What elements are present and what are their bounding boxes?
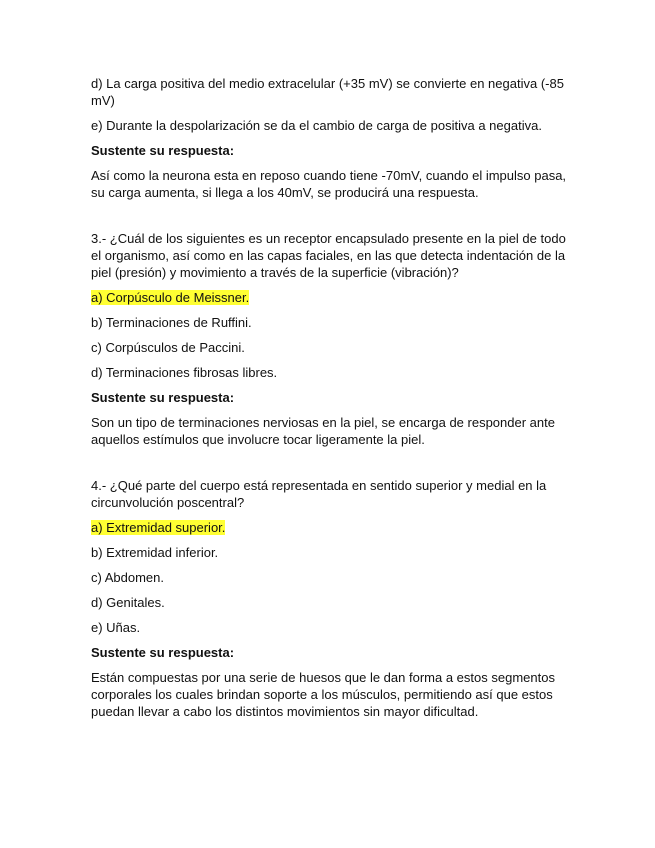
section-gap xyxy=(91,209,569,230)
q3-support-heading: Sustente su respuesta: xyxy=(91,390,235,405)
q2-support-text: Así como la neurona esta en reposo cuando tiene -70mV, cuando el impulso pasa, su carga aumenta, si llega a los 40mV, se producirá una respuesta. xyxy=(91,168,567,200)
q4-option-e: e) Uñas. xyxy=(91,620,141,635)
q3-option-d: d) Terminaciones fibrosas libres. xyxy=(91,365,278,380)
q2-support-heading: Sustente su respuesta: xyxy=(91,143,235,158)
q4-option-b: b) Extremidad inferior. xyxy=(91,545,219,560)
q4-question: 4.- ¿Qué parte del cuerpo está representada en sentido superior y medial en la circunvolución poscentral? xyxy=(91,478,547,510)
q2-option-e: e) Durante la despolarización se da el cambio de carga de positiva a negativa. xyxy=(91,118,542,133)
document-page xyxy=(91,75,569,728)
q4-support-heading: Sustente su respuesta: xyxy=(91,645,235,660)
q3-option-b: b) Terminaciones de Ruffini. xyxy=(91,315,252,330)
q3-question: 3.- ¿Cuál de los siguientes es un receptor encapsulado presente en la piel de todo el organismo, así como en las capas faciales, en las que detecta indentación de la piel (presión) y movimiento a través de la superficie (vibración)? xyxy=(91,231,566,280)
q3-support-text: Son un tipo de terminaciones nerviosas en la piel, se encarga de responder ante aquellos estímulos que involucre tocar ligeramente la piel. xyxy=(91,415,555,447)
highlighted-answer: a) Extremidad superior. xyxy=(91,520,226,535)
q2-option-d: d) La carga positiva del medio extracelular (+35 mV) se convierte en negativa (-85 mV) xyxy=(91,76,564,108)
q3-option-a xyxy=(91,289,569,306)
q4-option-a xyxy=(91,519,569,536)
section-gap xyxy=(91,456,569,477)
q4-option-c: c) Abdomen. xyxy=(91,570,164,585)
q3-option-c: c) Corpúsculos de Paccini. xyxy=(91,340,245,355)
q4-support-text: Están compuestas por una serie de huesos que le dan forma a estos segmentos corporales los cuales brindan soporte a los músculos, permitiendo así que estos puedan llevar a cabo los distintos movimientos sin mayor dificultad. xyxy=(91,670,555,719)
q4-option-d: d) Genitales. xyxy=(91,595,165,610)
highlighted-answer: a) Corpúsculo de Meissner. xyxy=(91,290,250,305)
